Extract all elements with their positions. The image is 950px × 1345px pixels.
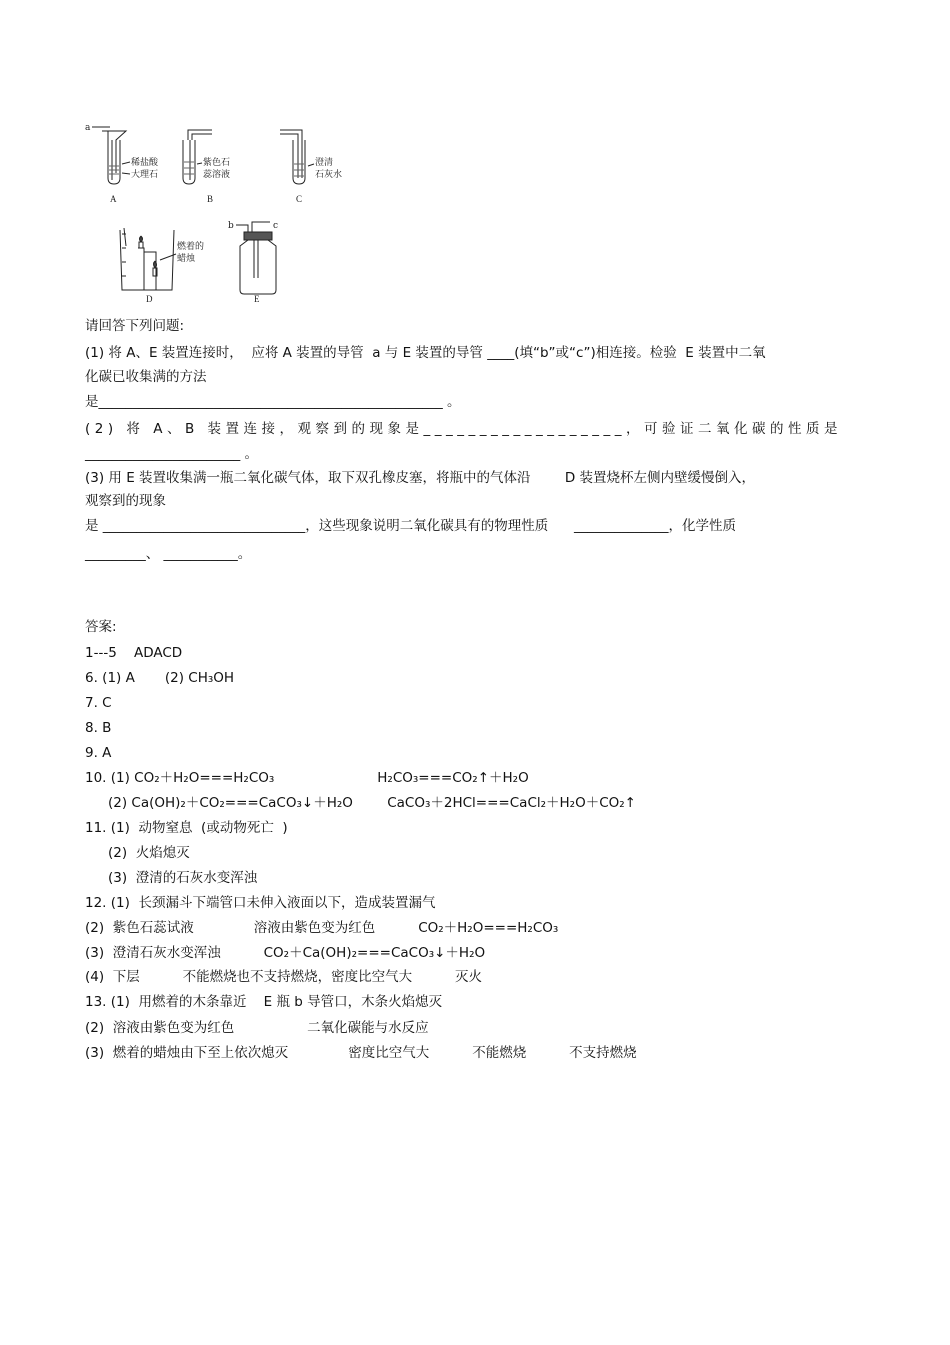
answer-11-3: (3) 澄清的石灰水变浑浊: [108, 870, 258, 886]
apparatus-e: [228, 221, 278, 304]
answer-12-2: (2) 紫色石蕊试液 溶液由紫色变为红色 CO₂＋H₂O===H₂CO₃: [85, 920, 559, 936]
question-3-line-3: 是 ______________________________，这些现象说明二氧化碳具有的物理性质 ______________，化学性质: [85, 518, 737, 534]
reagent-d1: 燃着的: [177, 242, 205, 252]
question-3-line-2: 观察到的现象: [85, 493, 166, 509]
apparatus-c: [280, 130, 342, 204]
answer-11-1: 11. (1) 动物窒息 (或动物死亡 ): [85, 820, 288, 836]
answer-12-1: 12. (1) 长颈漏斗下端管口未伸入液面以下，造成装置漏气: [85, 895, 436, 911]
question-2-line-1: (2) 将 A、B 装置连接，观察到的现象是__________________，可验证二氧化碳的性质是: [85, 421, 842, 437]
caption-a: A: [110, 194, 117, 204]
answer-10-1: 10. (1) CO₂＋H₂O===H₂CO₃ H₂CO₃===CO₂↑＋H₂O: [85, 770, 529, 786]
answer-11-2: (2) 火焰熄灭: [108, 845, 190, 861]
apparatus-a: [85, 123, 159, 204]
question-3-line-1: (3) 用 E 装置收集满一瓶二氧化碳气体，取下双孔橡皮塞，将瓶中的气体沿 D 装置烧杯左侧内壁缓慢倒入，: [85, 470, 756, 486]
caption-d: D: [146, 294, 153, 304]
questions-intro: 请回答下列问题:: [85, 318, 185, 334]
answer-13-2: (2) 溶液由紫色变为红色 二氧化碳能与水反应: [85, 1020, 429, 1036]
question-2-line-2: _______________________ 。: [85, 446, 259, 462]
answer-13-1: 13. (1) 用燃着的木条靠近 E 瓶 b 导管口，木条火焰熄灭: [85, 994, 443, 1010]
apparatus-figure: [80, 118, 380, 310]
answer-7: 7. C: [85, 695, 112, 711]
label-c: c: [273, 221, 279, 231]
label-a: a: [85, 123, 91, 133]
reagent-a1: 稀盐酸: [131, 158, 159, 168]
question-1-line-3: 是___________________________________________________ 。: [85, 394, 461, 410]
apparatus-d: [120, 228, 204, 304]
reagent-c1: 澄清: [315, 158, 334, 168]
reagent-a2: 大理石: [131, 170, 159, 180]
caption-c: C: [296, 194, 303, 204]
answer-10-2: (2) Ca(OH)₂＋CO₂===CaCO₃↓＋H₂O CaCO₃＋2HCl===CaCl₂＋H₂O＋CO₂↑: [108, 795, 636, 811]
question-3-line-4: _________、 ___________。: [85, 546, 252, 562]
caption-b: B: [207, 194, 214, 204]
caption-e: E: [254, 294, 260, 304]
reagent-d2: 蜡烛: [177, 254, 196, 264]
question-1-line-2: 化碳已收集满的方法: [85, 369, 207, 385]
question-1-line-1: (1) 将 A、E 装置连接时， 应将 A 装置的导管 a 与 E 装置的导管 ____(填“b”或“c”)相连接。检验 E 装置中二氧: [85, 345, 766, 361]
reagent-b1: 紫色石: [203, 158, 231, 168]
apparatus-b: [183, 130, 230, 204]
reagent-c2: 石灰水: [315, 170, 343, 180]
answer-13-3: (3) 燃着的蜡烛由下至上依次熄灭 密度比空气大 不能燃烧 不支持燃烧: [85, 1045, 637, 1061]
answer-8: 8. B: [85, 720, 112, 736]
answer-9: 9. A: [85, 745, 112, 761]
label-b: b: [228, 221, 234, 231]
answer-12-3: (3) 澄清石灰水变浑浊 CO₂＋Ca(OH)₂===CaCO₃↓＋H₂O: [85, 945, 486, 961]
answer-12-4: (4) 下层 不能燃烧也不支持燃烧，密度比空气大 灭火: [85, 969, 483, 985]
reagent-b2: 蕊溶液: [203, 170, 231, 180]
answer-6: 6. (1) A (2) CH₃OH: [85, 670, 235, 686]
answers-title: 答案:: [85, 619, 117, 635]
answer-1-5: 1---5 ADACD: [85, 645, 183, 661]
